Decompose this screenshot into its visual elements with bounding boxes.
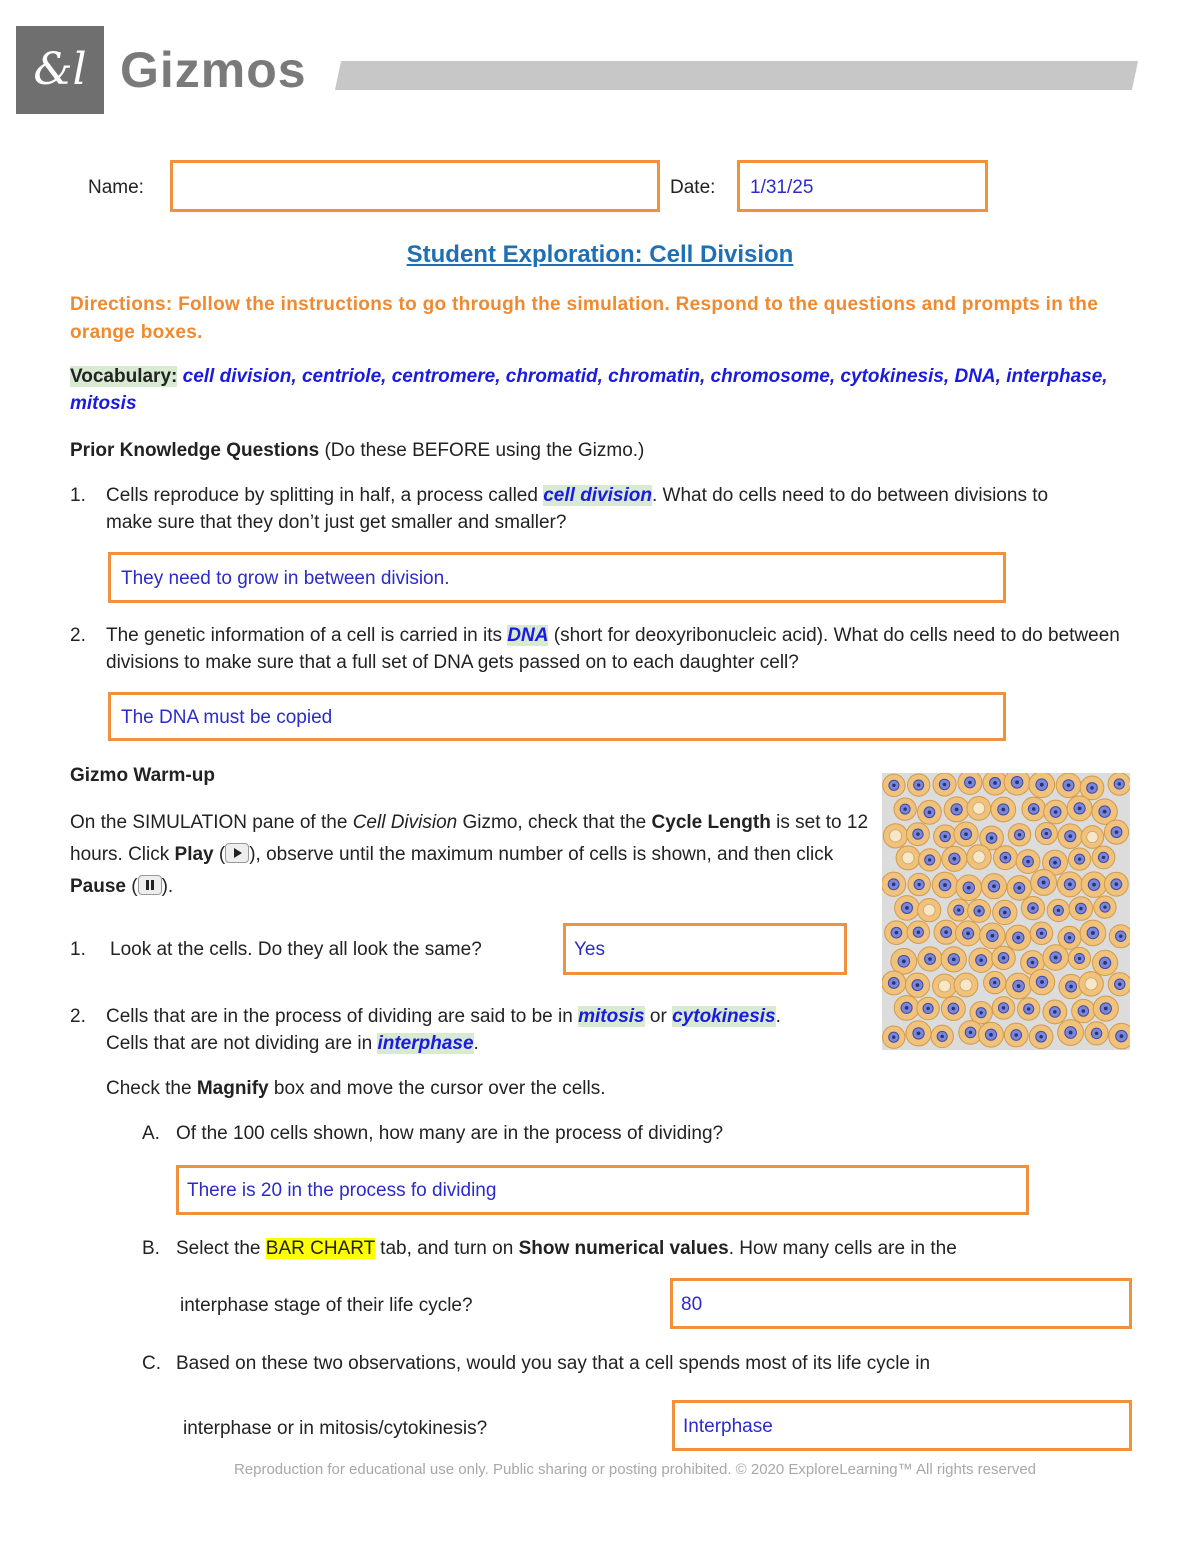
brand-name: Gizmos [120,42,307,98]
wu-q1-answer: Yes [574,939,605,960]
wu-q2b-show-values: Show numerical values [518,1238,729,1259]
warmup-intro-t1: On the SIMULATION pane of the [70,812,348,833]
prior-knowledge-heading [70,437,644,464]
wu-q2b-letter: B. [142,1238,160,1259]
wu-q2b-answer: 80 [681,1294,703,1315]
date-field[interactable] [737,160,988,212]
pk-q2-answer: The DNA must be copied [121,707,333,728]
wu-q2-t1: Cells that are in the process of dividing are said to be in [106,1006,573,1027]
warmup-cycle-length: Cycle Length [651,812,771,833]
wu-q2-t2: or [649,1006,667,1027]
name-field[interactable] [170,160,660,212]
wu-q2-check-t2: box and move the cursor over the cells. [273,1078,606,1099]
term-mitosis: mitosis [578,1006,645,1027]
pk-q1-text [106,482,1096,536]
wu-q2a-answer-box[interactable] [176,1165,1029,1215]
prior-knowledge-note: (Do these BEFORE using the Gizmo.) [324,440,645,461]
wu-q2-number: 2. [70,1006,86,1027]
wu-q2b-t3: . How many cells are in the [728,1238,957,1259]
vocabulary [70,363,1140,417]
warmup-intro: On the SIMULATION pane of the Cell Division Gizmo, check that the Cycle Length is set to 12 hours. Click Play ( ), observe until the maximum number of cells is shown, and then click Pause ( ). [70,812,869,897]
pk-q2-answer-box[interactable] [108,692,1006,741]
term-interphase: interphase [377,1033,474,1054]
prior-knowledge-title: Prior Knowledge Questions [70,440,320,461]
play-icon [225,843,249,863]
directions: Directions: Follow the instructions to go through the simulation. Respond to the questions and prompts in the orange boxes. [70,294,1099,343]
pk-q2-text [106,622,1126,676]
pk-q1-answer: They need to grow in between division. [121,568,450,589]
wu-q2-t4: . [473,1033,479,1054]
warmup-intro-t4: ), observe until the maximum number of cells is shown, and then click [249,844,834,865]
warmup-intro-t5: ). [161,876,174,897]
wu-q2c-t2: interphase or in mitosis/cytokinesis? [183,1418,488,1439]
pk-q1-number: 1. [70,485,86,506]
wu-q2b-text [176,1235,1096,1262]
pk-q1-answer-box[interactable] [108,552,1006,603]
vocabulary-terms: cell division, centriole, centromere, chromatid, chromatin, chromosome, cytokinesis, DNA, interphase, mitosis [70,366,1108,414]
vocabulary-label: Vocabulary: [70,366,178,387]
header-bar [335,61,1138,90]
wu-q2b-t1: Select the [176,1238,261,1259]
wu-q2-magnify: Magnify [196,1078,269,1099]
wu-q2c-t1: Based on these two observations, would you say that a cell spends most of its life cycle in [176,1353,931,1374]
warmup-intro-t2: Gizmo, check that the [462,812,647,833]
name-label: Name: [88,177,144,198]
cell-simulation-image [882,773,1130,1050]
wu-q2b-t2: tab, and turn on [380,1238,514,1259]
warmup-play-label: Play [174,844,214,865]
term-cell-division: cell division [543,485,652,506]
warmup-heading: Gizmo Warm-up [70,765,215,786]
wu-q2-t3: . Cells that are not dividing are in [106,1006,781,1054]
pk-q2-text-before: The genetic information of a cell is carried in its [106,625,503,646]
wu-q1-number: 1. [70,939,86,960]
pk-q2-number: 2. [70,625,86,646]
page-title: Student Exploration: Cell Division [406,241,794,268]
wu-q2-check-t1: Check the [106,1078,192,1099]
wu-q2a-answer: There is 20 in the process fo dividing [187,1180,497,1201]
wu-q2a-text: Of the 100 cells shown, how many are in the process of dividing? [176,1123,724,1144]
wu-q1-text: Look at the cells. Do they all look the same? [110,939,482,960]
warmup-gizmo-name: Cell Division [352,812,458,833]
term-cytokinesis: cytokinesis [672,1006,776,1027]
wu-q1-answer-box[interactable] [563,923,847,975]
pk-q1-text-before: Cells reproduce by splitting in half, a process called [106,485,538,506]
wu-q2c-answer: Interphase [683,1416,773,1437]
wu-q2c-answer-box[interactable] [672,1400,1132,1451]
footer-copyright: Reproduction for educational use only. Public sharing or posting prohibited. © 2020 ExploreLearning™ All rights reserved [233,1461,1037,1478]
date-label: Date: [670,177,716,198]
wu-q2c-letter: C. [142,1353,161,1374]
wu-q2b-t4: interphase stage of their life cycle? [180,1295,473,1316]
bar-chart-tab-label: BAR CHART [265,1238,375,1259]
wu-q2a-letter: A. [142,1123,160,1144]
date-value: 1/31/25 [750,177,814,198]
wu-q2b-answer-box[interactable] [670,1278,1132,1329]
term-dna: DNA [507,625,549,646]
pk-q1-text-after: . What do cells need to do between divisions to make sure that they don’t just get smaller and smaller? [106,485,1049,533]
wu-q2-check [106,1075,606,1102]
pause-icon [138,875,162,895]
warmup-pause-label: Pause [70,876,126,897]
wu-q2-text [106,1003,806,1057]
pk-q2-text-after: (short for deoxyribonucleic acid). What do cells need to do between divisions to make sure that a full set of DNA gets passed on to each daughter cell? [106,625,1120,673]
explorelearning-logo-icon: &l [33,44,87,95]
warmup-intro-t3: is set to 12 hours. Click [70,812,869,865]
